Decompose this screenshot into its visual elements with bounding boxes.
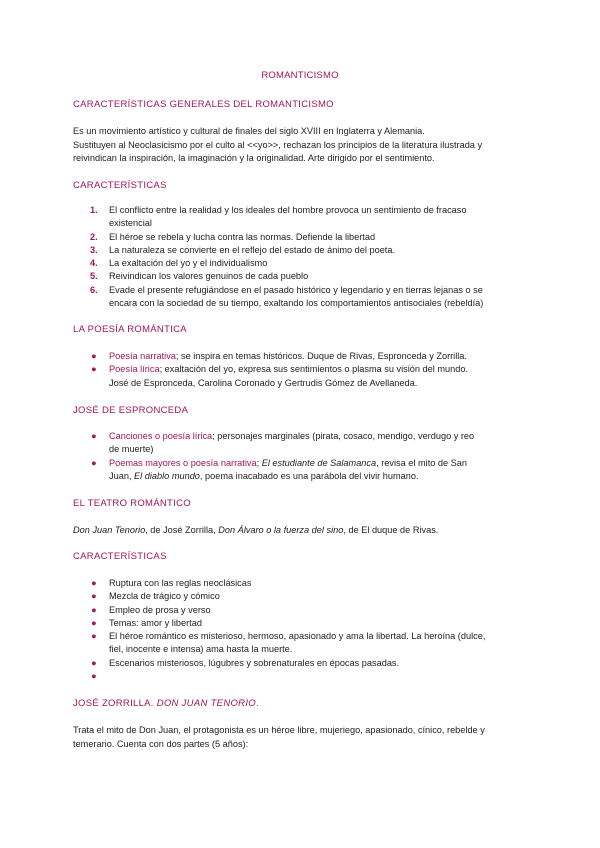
list-item-text: ; se inspira en temas históricos. Duque de Rivas, Espronceda y Zorrilla. bbox=[175, 351, 467, 361]
bullet-icon: ● bbox=[91, 351, 97, 361]
bullet-icon: ● bbox=[91, 591, 97, 602]
intro-paragraph bbox=[73, 125, 533, 166]
list-item bbox=[0, 604, 600, 617]
list-item-text: El héroe romántico es misterioso, hermoso, apasionado y ama la libertad. La heroína (dulce, bbox=[109, 631, 486, 642]
list-item bbox=[0, 577, 600, 590]
list-number: 3. bbox=[90, 244, 98, 255]
list-item-text: fiel, inocente e intensa) ama hasta la muerte. bbox=[109, 644, 293, 655]
work-title: El estudiante de Salamanca bbox=[261, 457, 377, 468]
list-number: 4. bbox=[90, 258, 98, 269]
list-number: 1. bbox=[90, 205, 98, 215]
paragraph-line: Sustituyen al Neoclasicismo por el culto al <<yo>>, rechazan los principios de la literatura ilustrada y bbox=[73, 139, 483, 150]
heading-romantic-theatre: EL TEATRO ROMÁNTICO bbox=[73, 498, 191, 509]
list-item-text: , poema inacabado es una parábola del vivir humano. bbox=[199, 470, 419, 481]
list-item bbox=[0, 204, 600, 231]
list-item-text: existencial bbox=[109, 218, 152, 229]
bullet-icon: ● bbox=[91, 617, 97, 628]
list-item bbox=[0, 231, 600, 244]
list-item-text: El conflicto entre la realidad y los ideales del hombre provoca un sentimiento de fracaso bbox=[109, 205, 467, 215]
list-item-text: de muerte) bbox=[109, 444, 154, 455]
bullet-icon: ● bbox=[91, 457, 97, 468]
paragraph-line: reivindican la inspiración, la imaginación y la originalidad. Arte dirigido por el sentimiento. bbox=[73, 153, 435, 163]
list-item bbox=[0, 430, 600, 457]
espronceda-list bbox=[0, 430, 600, 483]
list-item bbox=[0, 244, 600, 257]
bullet-icon: ● bbox=[91, 631, 97, 642]
list-number: 5. bbox=[90, 271, 98, 282]
zorrilla-paragraph bbox=[73, 724, 533, 751]
list-item-text: Juan, bbox=[109, 470, 135, 481]
list-item bbox=[0, 284, 600, 311]
list-item-text: La exaltación del yo y el individualismo bbox=[109, 258, 268, 269]
heading-zorrilla bbox=[73, 698, 259, 709]
list-item-text: ; exaltación del yo, expresa sus sentimientos o plasma su visión del mundo. bbox=[159, 364, 469, 375]
list-item bbox=[0, 350, 600, 363]
paragraph-line: Es un movimiento artístico y cultural de finales del siglo XVIII en Inglaterra y Alemania. bbox=[73, 126, 425, 136]
list-item-text: Reivindican los valores genuinos de cada pueblo bbox=[109, 271, 309, 282]
list-item-text bbox=[109, 670, 539, 683]
list-item-text: Evade el presente refugiándose en el pasado histórico y legendario y en tierras lejanas o se bbox=[109, 284, 483, 295]
characteristics-numbered-list bbox=[0, 204, 600, 310]
heading-romantic-poetry: LA POESÍA ROMÁNTICA bbox=[73, 324, 187, 335]
term-label: Poesía narrativa bbox=[109, 351, 176, 361]
list-item bbox=[0, 270, 600, 283]
paragraph-line: temerario. Cuenta con dos partes (5 años): bbox=[73, 738, 249, 749]
list-item bbox=[0, 257, 600, 270]
list-item bbox=[0, 617, 600, 630]
work-title: Don Álvaro o la fuerza del sino bbox=[218, 525, 344, 535]
term-label: Canciones o poesía lírica bbox=[109, 431, 213, 441]
list-item-text: ; personajes marginales (pirata, cosaco, mendigo, verdugo y reo bbox=[212, 431, 475, 441]
term-label: Poesía lírica bbox=[109, 364, 160, 375]
heading-text: JOSÉ ZORRILLA. bbox=[73, 698, 157, 709]
list-item-text: , revisa el mito de San bbox=[376, 457, 468, 468]
list-item-text: José de Espronceda, Carolina Coronado y Gertrudis Gómez de Avellaneda. bbox=[109, 377, 418, 388]
bullet-icon: ● bbox=[91, 578, 97, 588]
heading-general-characteristics: CARACTERÍSTICAS GENERALES DEL ROMANTICISMO bbox=[73, 99, 334, 110]
list-item-text: Temas: amor y libertad bbox=[109, 617, 202, 628]
list-number: 2. bbox=[90, 231, 98, 242]
paragraph-text: , de El duque de Rivas. bbox=[343, 525, 439, 535]
bullet-icon: ● bbox=[91, 604, 97, 615]
list-item-text: Ruptura con las reglas neoclásicas bbox=[109, 578, 252, 588]
paragraph-line: Trata el mito de Don Juan, el protagonista es un héroe libre, mujeriego, apasionado, cínico, rebelde y bbox=[73, 725, 485, 735]
bullet-icon: ● bbox=[91, 431, 97, 441]
heading-theatre-characteristics: CARACTERÍSTICAS bbox=[73, 551, 167, 562]
list-item bbox=[0, 457, 600, 484]
list-item-text: encara con la sociedad de su tiempo, exaltando los comportamientos antisociales (rebeldía) bbox=[109, 298, 484, 309]
theatre-paragraph bbox=[73, 524, 533, 538]
list-item bbox=[0, 363, 600, 390]
list-item-text: El héroe se rebela y lucha contra las normas. Defiende la libertad bbox=[109, 231, 376, 242]
heading-espronceda: JOSÉ DE ESPRONCEDA bbox=[73, 405, 189, 416]
theatre-characteristics-list bbox=[0, 577, 600, 683]
heading-text: . bbox=[255, 698, 259, 709]
list-number: 6. bbox=[90, 284, 98, 295]
romantic-poetry-list bbox=[0, 350, 600, 390]
list-item-text: Escenarios misteriosos, lúgubres y sobrenaturales en épocas pasadas. bbox=[109, 657, 400, 668]
bullet-icon: ● bbox=[91, 671, 97, 682]
list-item bbox=[0, 590, 600, 603]
document-title: ROMANTICISMO bbox=[261, 70, 339, 81]
list-item bbox=[0, 630, 600, 657]
list-item bbox=[0, 657, 600, 670]
term-label: Poemas mayores o poesía narrativa bbox=[109, 457, 257, 468]
list-item-text: La naturaleza se convierte en el reflejo del estado de ánimo del poeta. bbox=[109, 244, 396, 255]
bullet-icon: ● bbox=[91, 364, 97, 375]
separator-text: ; bbox=[256, 457, 262, 468]
heading-characteristics: CARACTERÍSTICAS bbox=[73, 180, 167, 191]
list-item bbox=[0, 670, 600, 683]
paragraph-text: , de José Zorrilla, bbox=[145, 525, 219, 535]
bullet-icon: ● bbox=[91, 657, 97, 668]
work-title: El diablo mundo bbox=[134, 470, 200, 481]
list-item-text: Empleo de prosa y verso bbox=[109, 604, 211, 615]
list-item-text: Mezcla de trágico y cómico bbox=[109, 591, 220, 602]
work-title: DON JUAN TENORIO bbox=[156, 698, 256, 709]
work-title: Don Juan Tenorio bbox=[73, 525, 146, 535]
